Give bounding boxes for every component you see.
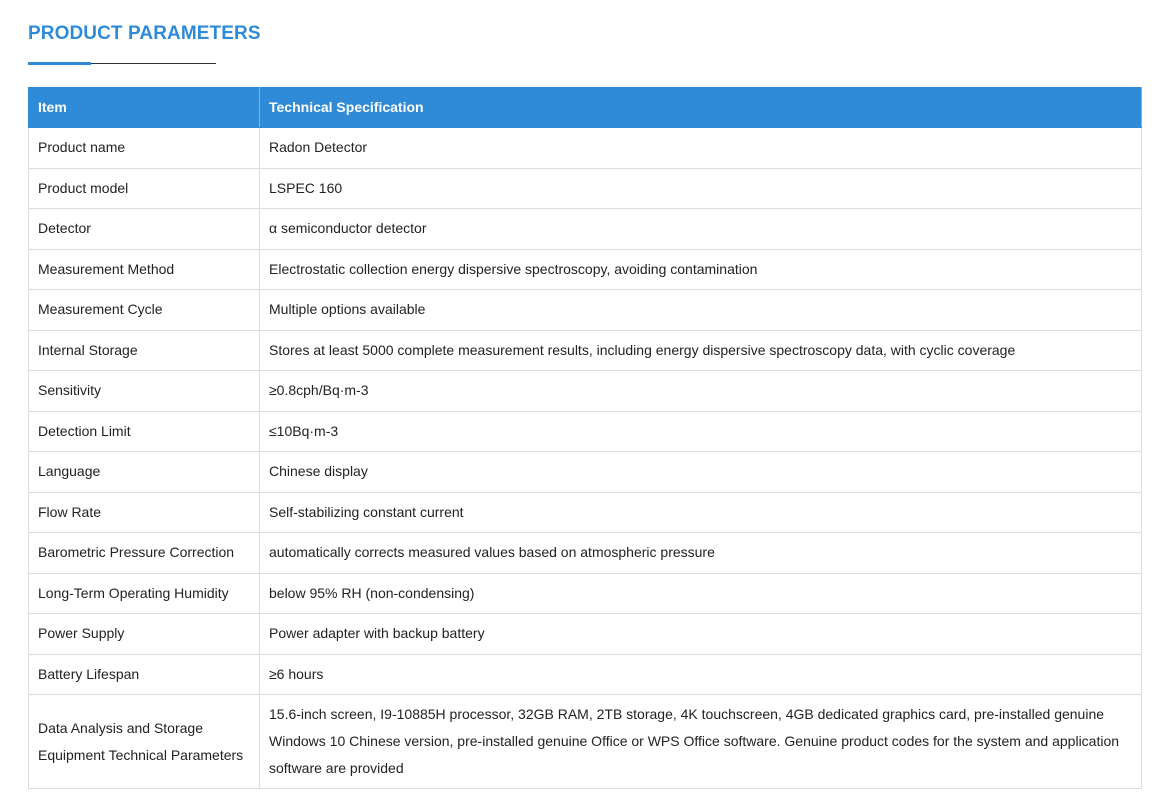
row-spec-value: below 95% RH (non-condensing): [260, 573, 1142, 614]
table-row: [29, 492, 1142, 533]
row-item-label: Product model: [29, 168, 260, 209]
table-row: [29, 614, 1142, 655]
row-item-label: Long-Term Operating Humidity: [29, 573, 260, 614]
row-item-label: Measurement Cycle: [29, 290, 260, 331]
row-item-label: Battery Lifespan: [29, 654, 260, 695]
header-technical-specification: Technical Specification: [260, 88, 1142, 128]
row-item-label: Language: [29, 452, 260, 493]
table-row: [29, 411, 1142, 452]
row-spec-value: Power adapter with backup battery: [260, 614, 1142, 655]
row-spec-value: Stores at least 5000 complete measurement results, including energy dispersive spectroscopy data, with cyclic coverage: [260, 330, 1142, 371]
table-row: [29, 533, 1142, 574]
row-spec-value: 15.6-inch screen, I9-10885H processor, 32GB RAM, 2TB storage, 4K touchscreen, 4GB dedicated graphics card, pre-installed genuine Windows 10 Chinese version, pre-installed genuine Office or WPS Office software. Genuine product codes for the system and application software are provided: [260, 695, 1142, 789]
table-row: [29, 128, 1142, 169]
row-item-label: Data Analysis and Storage Equipment Technical Parameters: [29, 695, 260, 789]
row-spec-value: Multiple options available: [260, 290, 1142, 331]
row-spec-value: ≥6 hours: [260, 654, 1142, 695]
table-row: [29, 371, 1142, 412]
row-spec-value: Radon Detector: [260, 128, 1142, 169]
row-item-label: Flow Rate: [29, 492, 260, 533]
title-underline-accent: [28, 62, 91, 65]
row-item-label: Power Supply: [29, 614, 260, 655]
section-title: PRODUCT PARAMETERS: [28, 23, 261, 44]
row-item-label: Product name: [29, 128, 260, 169]
row-spec-value: ≤10Bq·m-3: [260, 411, 1142, 452]
parameters-table: [28, 87, 1142, 789]
table-row: [29, 654, 1142, 695]
row-item-label: Internal Storage: [29, 330, 260, 371]
row-spec-value: Electrostatic collection energy dispersive spectroscopy, avoiding contamination: [260, 249, 1142, 290]
row-item-label: Barometric Pressure Correction: [29, 533, 260, 574]
table-row: [29, 330, 1142, 371]
table-row: [29, 290, 1142, 331]
table-row: [29, 209, 1142, 250]
row-item-label: Detection Limit: [29, 411, 260, 452]
header-item: Item: [29, 88, 260, 128]
table-row: [29, 695, 1142, 789]
row-spec-value: Self-stabilizing constant current: [260, 492, 1142, 533]
table-row: [29, 249, 1142, 290]
row-item-label: Sensitivity: [29, 371, 260, 412]
row-spec-value: Chinese display: [260, 452, 1142, 493]
table-row: [29, 573, 1142, 614]
table-row: [29, 168, 1142, 209]
row-spec-value: automatically corrects measured values based on atmospheric pressure: [260, 533, 1142, 574]
table-header-row: [29, 88, 1142, 128]
row-item-label: Measurement Method: [29, 249, 260, 290]
row-spec-value: LSPEC 160: [260, 168, 1142, 209]
row-item-label: Detector: [29, 209, 260, 250]
row-spec-value: α semiconductor detector: [260, 209, 1142, 250]
row-spec-value: ≥0.8cph/Bq·m-3: [260, 371, 1142, 412]
table-row: [29, 452, 1142, 493]
